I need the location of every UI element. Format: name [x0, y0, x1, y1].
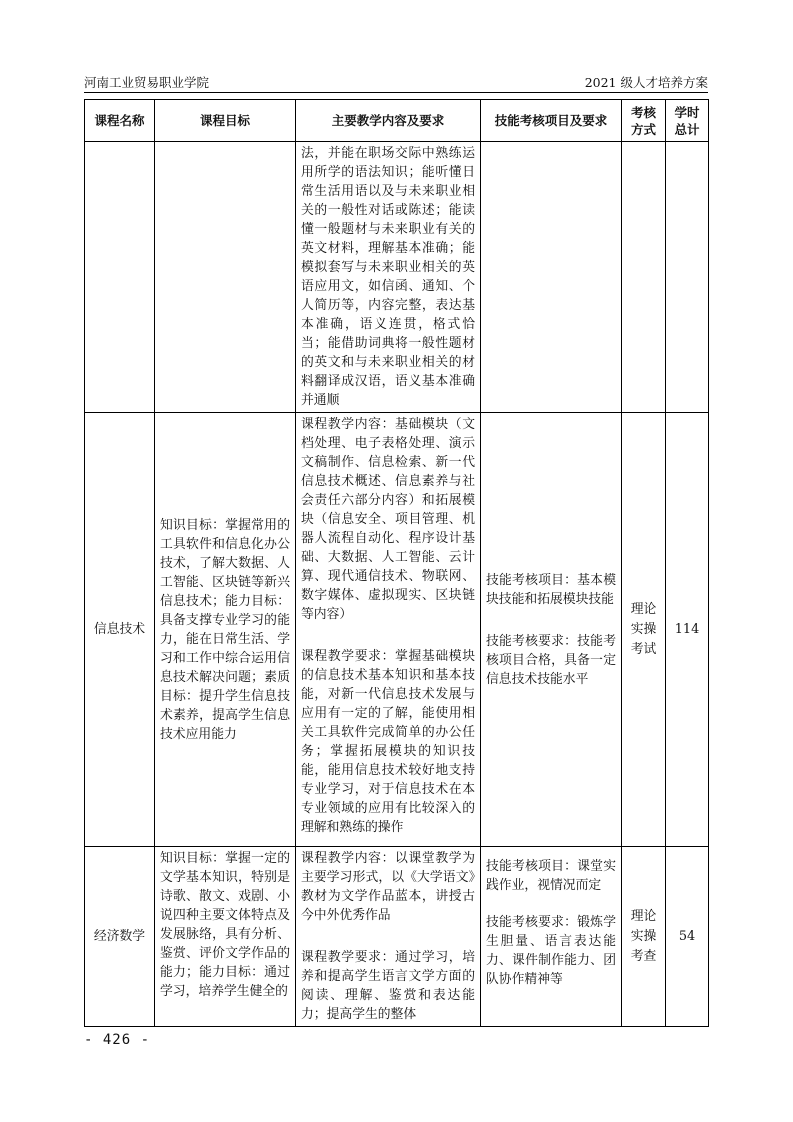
column-header-course-name: 课程名称	[85, 100, 155, 142]
total-hours-cell: 114	[666, 413, 709, 847]
teaching-requirement-text: 课程教学要求：通过学习，培养和提高学生语言文学方面的阅读、理解、鉴赏和表达能力；提高学生的整体	[301, 950, 475, 1022]
table-row	[85, 413, 709, 847]
exam-method-cell	[622, 847, 666, 1027]
header-rule	[84, 92, 708, 93]
total-hours-cell	[666, 142, 709, 413]
skill-cell	[481, 847, 622, 1027]
teaching-content-text: 课程教学内容：基础模块（文档处理、电子表格处理、演示文稿制作、信息检索、新一代信息技术概述、信息素养与社会责任六部分内容）和拓展模块（信息安全、项目管理、机器人流程自动化、程序设计基础、大数据、人工智能、云计算、现代通信技术、物联网、数字媒体、虚拟现实、区块链等内容）	[301, 417, 475, 622]
exam-method-text: 理论实操考查	[630, 908, 657, 964]
total-hours-cell: 54	[666, 847, 709, 1027]
curriculum-table	[84, 99, 709, 1027]
exam-method-text: 理论实操考试	[630, 601, 657, 657]
content-text: 法，并能在职场交际中熟练运用所学的语法知识；能听懂日常生活用语以及与未来职业相关的一般性对话或陈述；能读懂一般题材与未来职业有关的英文材料，理解基本准确；能模拟套写与未来职业相关的英语应用文，如信函、通知、个人简历等，内容完整，表达基本准确，语义连贯，格式恰当；能借助词典将一般性题材的英文和与未来职业相关的材料翻译成汉语，语义基本准确并通顺	[301, 146, 475, 408]
content-cell	[296, 847, 481, 1027]
running-header	[84, 74, 708, 92]
content-cell	[296, 413, 481, 847]
content-cell	[296, 142, 481, 413]
teaching-content-text: 课程教学内容：以课堂教学为主要学习形式，以《大学语文》教材为文学作品蓝本，讲授古今中外优秀作品	[301, 851, 475, 923]
skill-project-text: 技能考核项目：基本模块技能和拓展模块技能	[486, 572, 616, 607]
column-header-total-hours	[666, 100, 709, 142]
exam-method-cell	[622, 142, 666, 413]
course-name-cell: 信息技术	[85, 413, 155, 847]
course-name-cell	[85, 142, 155, 413]
column-header-skill-assessment: 技能考核项目及要求	[481, 100, 622, 142]
skill-project-text: 技能考核项目：课堂实践作业，视情况而定	[486, 859, 616, 893]
skill-project-text	[481, 142, 621, 146]
course-goal-cell	[155, 413, 296, 847]
course-goal-text: 知识目标：掌握一定的文学基本知识，特别是诗歌、散文、戏剧、小说四种主要文体特点及发展脉络，具有分析、鉴赏、评价文学作品的能力；能力目标：通过学习，培养学生健全的	[160, 851, 290, 999]
exam-method-cell	[622, 413, 666, 847]
teaching-requirement-text: 课程教学要求：掌握基础模块的信息技术基本知识和基本技能，对新一代信息技术发展与应用有一定的了解，能使用相关工具软件完成简单的办公任务；掌握拓展模块的知识技能，能用信息技术较好地支持专业学习，对于信息技术在本专业领域的应用有比较深入的理解和熟练的操作	[301, 649, 475, 835]
page-number: - 426 -	[84, 1032, 151, 1048]
course-goal-cell	[155, 847, 296, 1027]
exam-method-header-text: 考核方式	[630, 104, 656, 137]
skill-cell	[481, 142, 622, 413]
course-goal-text: 知识目标：掌握常用的工具软件和信息化办公技术，了解大数据、人工智能、区块链等新兴信息技术；能力目标：具备支撑专业学习的能力，能在日常生活、学习和工作中综合运用信息技术解决问题；素质目标：提升学生信息技术素养，提高学生信息技术应用能力	[160, 517, 290, 742]
course-goal-cell	[155, 142, 296, 413]
table-row	[85, 142, 709, 413]
column-header-course-goal: 课程目标	[155, 100, 296, 142]
course-name-cell: 经济数学	[85, 847, 155, 1027]
skill-requirement-text: 技能考核要求：锻炼学生胆量、语言表达能力、课件制作能力、团队协作精神等	[486, 915, 616, 987]
column-header-content: 主要教学内容及要求	[296, 100, 481, 142]
skill-requirement-text: 技能考核要求：技能考核项目合格，具备一定信息技术技能水平	[486, 633, 616, 687]
skill-cell	[481, 413, 622, 847]
course-goal-text	[155, 142, 295, 146]
header-institution: 河南工业贸易职业学院	[84, 75, 210, 90]
column-header-exam-method	[622, 100, 666, 142]
header-document-title: 2021 级人才培养方案	[584, 75, 708, 90]
total-hours-header-text: 学时总计	[674, 104, 700, 137]
table-header-row	[85, 100, 709, 142]
table-row	[85, 847, 709, 1027]
